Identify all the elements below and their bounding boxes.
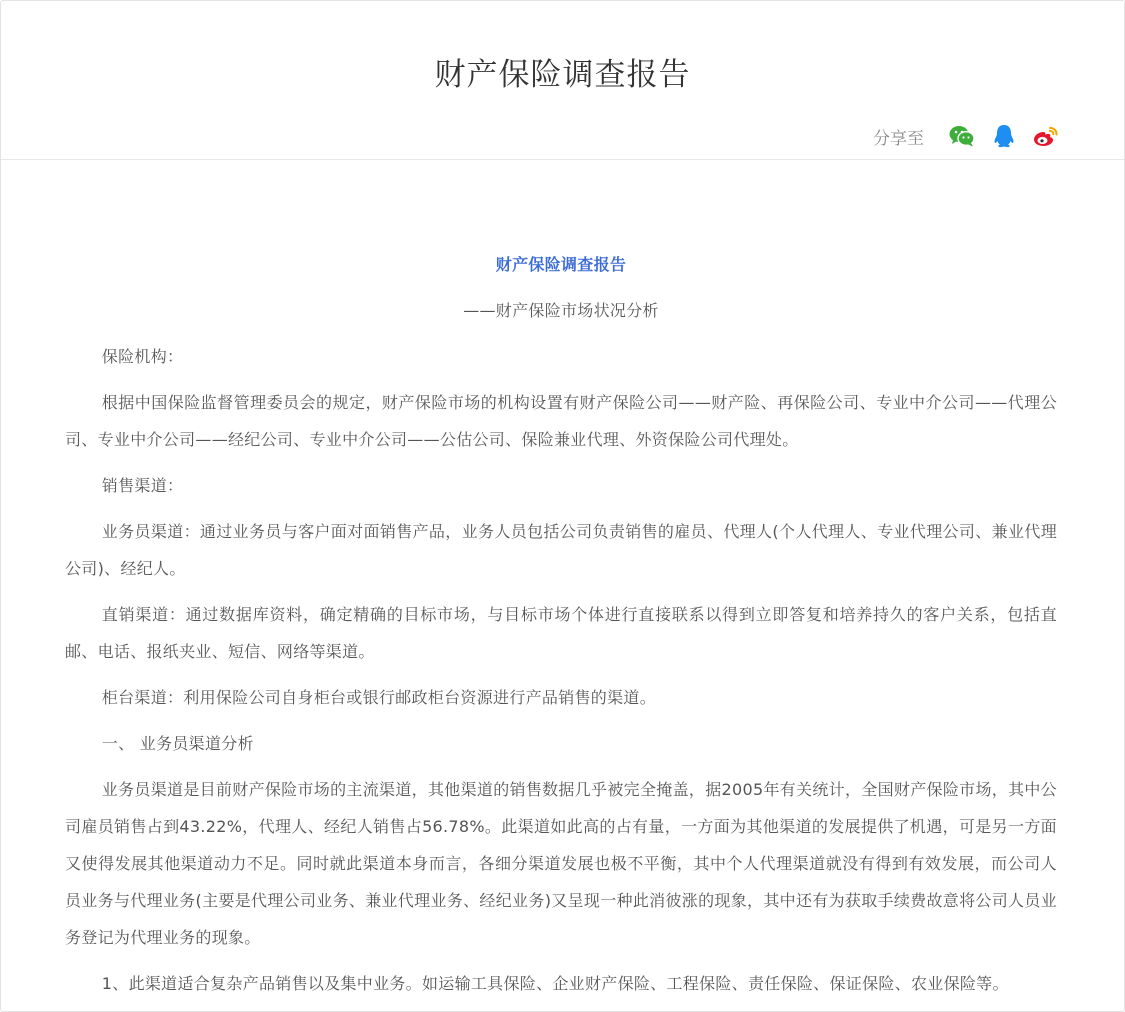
wechat-icon (949, 125, 975, 147)
paragraph: 直销渠道：通过数据库资料，确定精确的目标市场，与目标市场个体进行直接联系以得到立即答复和培养持久的客户关系，包括直邮、电话、报纸夹业、短信、网络等渠道。 (65, 605, 1057, 661)
paragraph: 柜台渠道：利用保险公司自身柜台或银行邮政柜台资源进行产品销售的渠道。 (101, 688, 656, 707)
article-subtitle: ——财产保险市场状况分析 (463, 301, 659, 320)
paragraph: 业务员渠道是目前财产保险市场的主流渠道，其他渠道的销售数据几乎被完全掩盖，据2005年有关统计，全国财产保险市场，其中公司雇员销售占到43.22%，代理人、经纪人销售占56.78%。此渠道如此高的占有量，一方面为其他渠道的发展提供了机遇，可是另一方面又使得发展其他渠道动力不足。同时就此渠道本身而言，各细分渠道发展也极不平衡，其中个人代理渠道就没有得到有效发展，而公司人员业务与代理业务(主要是代理公司业务、兼业代理业务、经纪业务)又呈现一种此消彼涨的现象，其中还有为获取手续费故意将公司人员业务登记为代理业务的现象。 (65, 780, 1057, 947)
article-body (65, 247, 1057, 1011)
page-title: 财产保险调查报告 (434, 57, 691, 93)
qq-icon (993, 124, 1015, 148)
weibo-icon (1033, 125, 1059, 147)
paragraph: 1、此渠道适合复杂产品销售以及集中业务。如运输工具保险、企业财产保险、工程保险、责任保险、保证保险、农业保险等。 (101, 974, 1009, 993)
paragraph: 根据中国保险监督管理委员会的规定，财产保险市场的机构设置有财产保险公司——财产险、再保险公司、专业中介公司——代理公司、专业中介公司——经纪公司、专业中介公司——公估公司、保险兼业代理、外资保险公司代理处。 (65, 393, 1057, 449)
section-heading: 一、 业务员渠道分析 (101, 734, 254, 753)
wechat-share-button[interactable] (946, 122, 978, 150)
paragraph: 保险机构： (101, 347, 184, 366)
paragraph: 销售渠道： (101, 476, 184, 495)
qq-share-button[interactable] (988, 122, 1020, 150)
paragraph: 业务员渠道：通过业务员与客户面对面销售产品，业务人员包括公司负责销售的雇员、代理人(个人代理人、专业代理公司、兼业代理公司)、经纪人。 (65, 522, 1057, 578)
share-bar (873, 122, 1062, 150)
article-title: 财产保险调查报告 (495, 255, 627, 274)
page-header (1, 1, 1124, 160)
weibo-share-button[interactable] (1030, 122, 1062, 150)
share-label: 分享至 (873, 128, 924, 149)
